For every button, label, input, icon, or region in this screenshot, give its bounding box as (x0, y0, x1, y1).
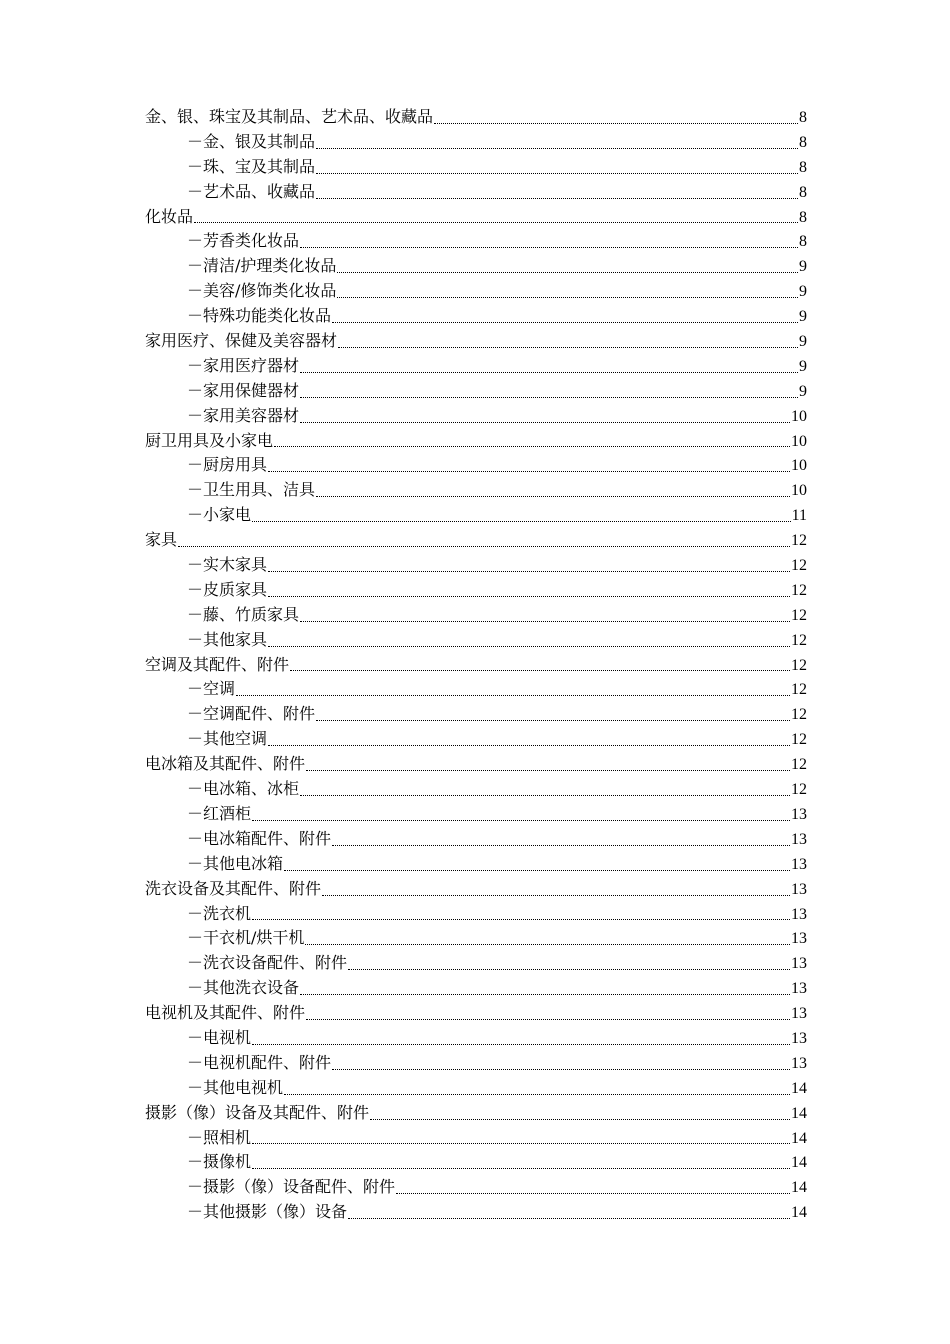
toc-page-number: 13 (791, 805, 807, 823)
toc-subentry[interactable] (145, 180, 807, 205)
toc-subentry[interactable] (145, 852, 807, 877)
toc-entry[interactable] (145, 1101, 807, 1126)
toc-page-number: 8 (799, 183, 807, 201)
toc-dot-leader (274, 437, 790, 453)
toc-dot-leader (252, 1134, 790, 1150)
toc-subentry[interactable] (145, 777, 807, 802)
toc-page-number: 12 (791, 557, 807, 575)
toc-subentry[interactable] (145, 677, 807, 702)
toc-subentry[interactable] (145, 1200, 807, 1225)
toc-subentry[interactable] (145, 254, 807, 279)
toc-subentry[interactable] (145, 727, 807, 752)
toc-entry[interactable] (145, 329, 807, 354)
toc-entry-title: －家用美容器材 (187, 405, 300, 425)
toc-subentry[interactable] (145, 503, 807, 528)
toc-dot-leader (300, 388, 798, 404)
toc-page-number: 14 (791, 1104, 807, 1122)
toc-page-number: 13 (791, 980, 807, 998)
toc-dot-leader (178, 537, 790, 553)
toc-entry-title: －洗衣机 (187, 903, 252, 923)
toc-dot-leader (284, 861, 790, 877)
toc-subentry[interactable] (145, 304, 807, 329)
toc-page-number: 14 (791, 1179, 807, 1197)
toc-page-number: 12 (791, 656, 807, 674)
toc-entry[interactable] (145, 205, 807, 230)
toc-entry-title: －美容/修饰类化妆品 (187, 281, 337, 301)
toc-subentry[interactable] (145, 1175, 807, 1200)
toc-dot-leader (268, 562, 790, 578)
toc-entry-title: －皮质家具 (187, 579, 268, 599)
toc-subentry[interactable] (145, 827, 807, 852)
toc-entry-title: 家具 (145, 530, 178, 550)
toc-subentry[interactable] (145, 453, 807, 478)
toc-page-number: 10 (791, 457, 807, 475)
toc-dot-leader (268, 462, 790, 478)
toc-dot-leader (305, 935, 790, 951)
toc-dot-leader (316, 189, 798, 205)
toc-page-number: 13 (791, 855, 807, 873)
toc-dot-leader (252, 811, 790, 827)
toc-page-number: 12 (791, 756, 807, 774)
toc-page-number: 12 (791, 681, 807, 699)
toc-entry-title: －实木家具 (187, 555, 268, 575)
toc-entry-title: －电冰箱、冰柜 (187, 779, 300, 799)
toc-page-number: 13 (791, 1005, 807, 1023)
toc-entry-title: －摄影（像）设备配件、附件 (187, 1177, 396, 1197)
toc-subentry[interactable] (145, 1051, 807, 1076)
toc-subentry[interactable] (145, 802, 807, 827)
toc-dot-leader (300, 786, 790, 802)
toc-dot-leader (306, 1010, 790, 1026)
toc-dot-leader (322, 886, 790, 902)
toc-entry-title: 摄影（像）设备及其配件、附件 (145, 1102, 370, 1122)
toc-dot-leader (236, 686, 790, 702)
toc-subentry[interactable] (145, 628, 807, 653)
toc-page-number: 13 (791, 1054, 807, 1072)
toc-dot-leader (434, 114, 798, 130)
toc-page-number: 9 (799, 357, 807, 375)
toc-dot-leader (252, 512, 791, 528)
toc-entry[interactable] (145, 1001, 807, 1026)
toc-entry-title: －其他空调 (187, 729, 268, 749)
toc-subentry[interactable] (145, 578, 807, 603)
toc-subentry[interactable] (145, 1150, 807, 1175)
toc-entry-title: 电冰箱及其配件、附件 (145, 754, 306, 774)
toc-entry-title: 厨卫用具及小家电 (145, 430, 274, 450)
toc-page-number: 14 (791, 1154, 807, 1172)
toc-entry-title: 洗衣设备及其配件、附件 (145, 878, 322, 898)
toc-page-number: 12 (791, 706, 807, 724)
toc-entry-title: －照相机 (187, 1127, 252, 1147)
toc-entry-title: 电视机及其配件、附件 (145, 1003, 306, 1023)
toc-dot-leader (306, 761, 790, 777)
toc-dot-leader (252, 910, 790, 926)
toc-subentry[interactable] (145, 951, 807, 976)
toc-entry[interactable] (145, 653, 807, 678)
toc-page-number: 13 (791, 905, 807, 923)
toc-page-number: 13 (791, 955, 807, 973)
toc-entry-title: －洗衣设备配件、附件 (187, 953, 348, 973)
toc-page-number: 13 (791, 880, 807, 898)
toc-dot-leader (370, 1110, 790, 1126)
toc-page-number: 9 (799, 308, 807, 326)
toc-dot-leader (316, 487, 790, 503)
toc-page-number: 10 (791, 432, 807, 450)
toc-page-number: 8 (799, 158, 807, 176)
toc-subentry[interactable] (145, 155, 807, 180)
toc-page-number: 14 (791, 1129, 807, 1147)
toc-entry-title: －其他家具 (187, 629, 268, 649)
toc-subentry[interactable] (145, 553, 807, 578)
toc-entry-title: －厨房用具 (187, 455, 268, 475)
toc-page-number: 11 (791, 507, 807, 525)
toc-page-number: 8 (799, 133, 807, 151)
toc-dot-leader (268, 587, 790, 603)
toc-dot-leader (268, 637, 790, 653)
toc-subentry[interactable] (145, 1076, 807, 1101)
toc-entry-title: －空调 (187, 679, 236, 699)
toc-page-number: 9 (799, 382, 807, 400)
toc-page-number: 8 (799, 208, 807, 226)
toc-entry-title: －干衣机/烘干机 (187, 928, 305, 948)
toc-entry[interactable] (145, 429, 807, 454)
toc-dot-leader (337, 288, 798, 304)
toc-entry-title: －其他洗衣设备 (187, 978, 300, 998)
table-of-contents (145, 105, 807, 1225)
toc-entry-title: －芳香类化妆品 (187, 231, 300, 251)
toc-subentry[interactable] (145, 130, 807, 155)
toc-entry-title: －其他电视机 (187, 1077, 284, 1097)
toc-dot-leader (348, 960, 790, 976)
toc-dot-leader (252, 1159, 790, 1175)
toc-entry-title: －金、银及其制品 (187, 131, 316, 151)
toc-subentry[interactable] (145, 702, 807, 727)
toc-entry[interactable] (145, 528, 807, 553)
toc-entry-title: －红酒柜 (187, 803, 252, 823)
toc-dot-leader (316, 139, 798, 155)
toc-page-number: 9 (799, 283, 807, 301)
toc-dot-leader (300, 363, 798, 379)
toc-dot-leader (348, 1209, 790, 1225)
toc-subentry[interactable] (145, 404, 807, 429)
toc-dot-leader (284, 1085, 790, 1101)
toc-entry-title: －电冰箱配件、附件 (187, 828, 332, 848)
toc-entry-title: －藤、竹质家具 (187, 604, 300, 624)
toc-page-number: 13 (791, 1029, 807, 1047)
toc-page-number: 12 (791, 731, 807, 749)
toc-page-number: 9 (799, 333, 807, 351)
toc-dot-leader (396, 1184, 790, 1200)
toc-entry-title: －家用保健器材 (187, 380, 300, 400)
toc-subentry[interactable] (145, 603, 807, 628)
toc-page-number: 8 (799, 233, 807, 251)
toc-entry[interactable] (145, 752, 807, 777)
toc-entry-title: －珠、宝及其制品 (187, 156, 316, 176)
toc-subentry[interactable] (145, 1126, 807, 1151)
toc-subentry[interactable] (145, 926, 807, 951)
toc-dot-leader (252, 1035, 790, 1051)
toc-subentry[interactable] (145, 379, 807, 404)
toc-page-number: 13 (791, 930, 807, 948)
toc-entry-title: 家用医疗、保健及美容器材 (145, 331, 338, 351)
toc-entry[interactable] (145, 105, 807, 130)
toc-subentry[interactable] (145, 354, 807, 379)
toc-entry-title: －电视机 (187, 1027, 252, 1047)
toc-subentry[interactable] (145, 976, 807, 1001)
toc-entry-title: －其他摄影（像）设备 (187, 1202, 348, 1222)
toc-entry-title: －小家电 (187, 505, 252, 525)
toc-page-number: 13 (791, 830, 807, 848)
toc-entry-title: －摄像机 (187, 1152, 252, 1172)
toc-page-number: 8 (799, 109, 807, 126)
toc-entry-title: 空调及其配件、附件 (145, 654, 290, 674)
toc-page-number: 10 (791, 482, 807, 500)
toc-page-number: 12 (791, 631, 807, 649)
toc-entry-title: －电视机配件、附件 (187, 1052, 332, 1072)
toc-entry-title: －清洁/护理类化妆品 (187, 256, 337, 276)
toc-dot-leader (316, 711, 790, 727)
toc-dot-leader (300, 612, 790, 628)
toc-page-number: 14 (791, 1204, 807, 1222)
toc-subentry[interactable] (145, 229, 807, 254)
toc-entry-title: 金、银、珠宝及其制品、艺术品、收藏品 (145, 107, 434, 126)
toc-dot-leader (332, 313, 798, 329)
toc-dot-leader (300, 413, 790, 429)
toc-page-number: 12 (791, 532, 807, 550)
toc-dot-leader (332, 836, 790, 852)
toc-dot-leader (332, 1060, 790, 1076)
toc-dot-leader (290, 661, 790, 677)
toc-entry[interactable] (145, 877, 807, 902)
toc-dot-leader (316, 164, 798, 180)
toc-page-number: 12 (791, 581, 807, 599)
toc-dot-leader (337, 263, 798, 279)
toc-entry-title: －空调配件、附件 (187, 704, 316, 724)
toc-page-number: 12 (791, 606, 807, 624)
toc-dot-leader (194, 213, 798, 229)
toc-page-number: 10 (791, 407, 807, 425)
toc-entry-title: －艺术品、收藏品 (187, 181, 316, 201)
toc-dot-leader (300, 985, 790, 1001)
toc-entry-title: －其他电冰箱 (187, 853, 284, 873)
toc-page-number: 14 (791, 1079, 807, 1097)
toc-page-number: 9 (799, 258, 807, 276)
toc-subentry[interactable] (145, 279, 807, 304)
toc-subentry[interactable] (145, 1026, 807, 1051)
toc-page-number: 12 (791, 781, 807, 799)
toc-dot-leader (338, 338, 798, 354)
toc-entry-title: －卫生用具、洁具 (187, 480, 316, 500)
toc-subentry[interactable] (145, 478, 807, 503)
toc-entry-title: －家用医疗器材 (187, 355, 300, 375)
toc-dot-leader (300, 238, 798, 254)
toc-subentry[interactable] (145, 902, 807, 927)
toc-entry-title: 化妆品 (145, 206, 194, 226)
toc-entry-title: －特殊功能类化妆品 (187, 306, 332, 326)
toc-dot-leader (268, 736, 790, 752)
